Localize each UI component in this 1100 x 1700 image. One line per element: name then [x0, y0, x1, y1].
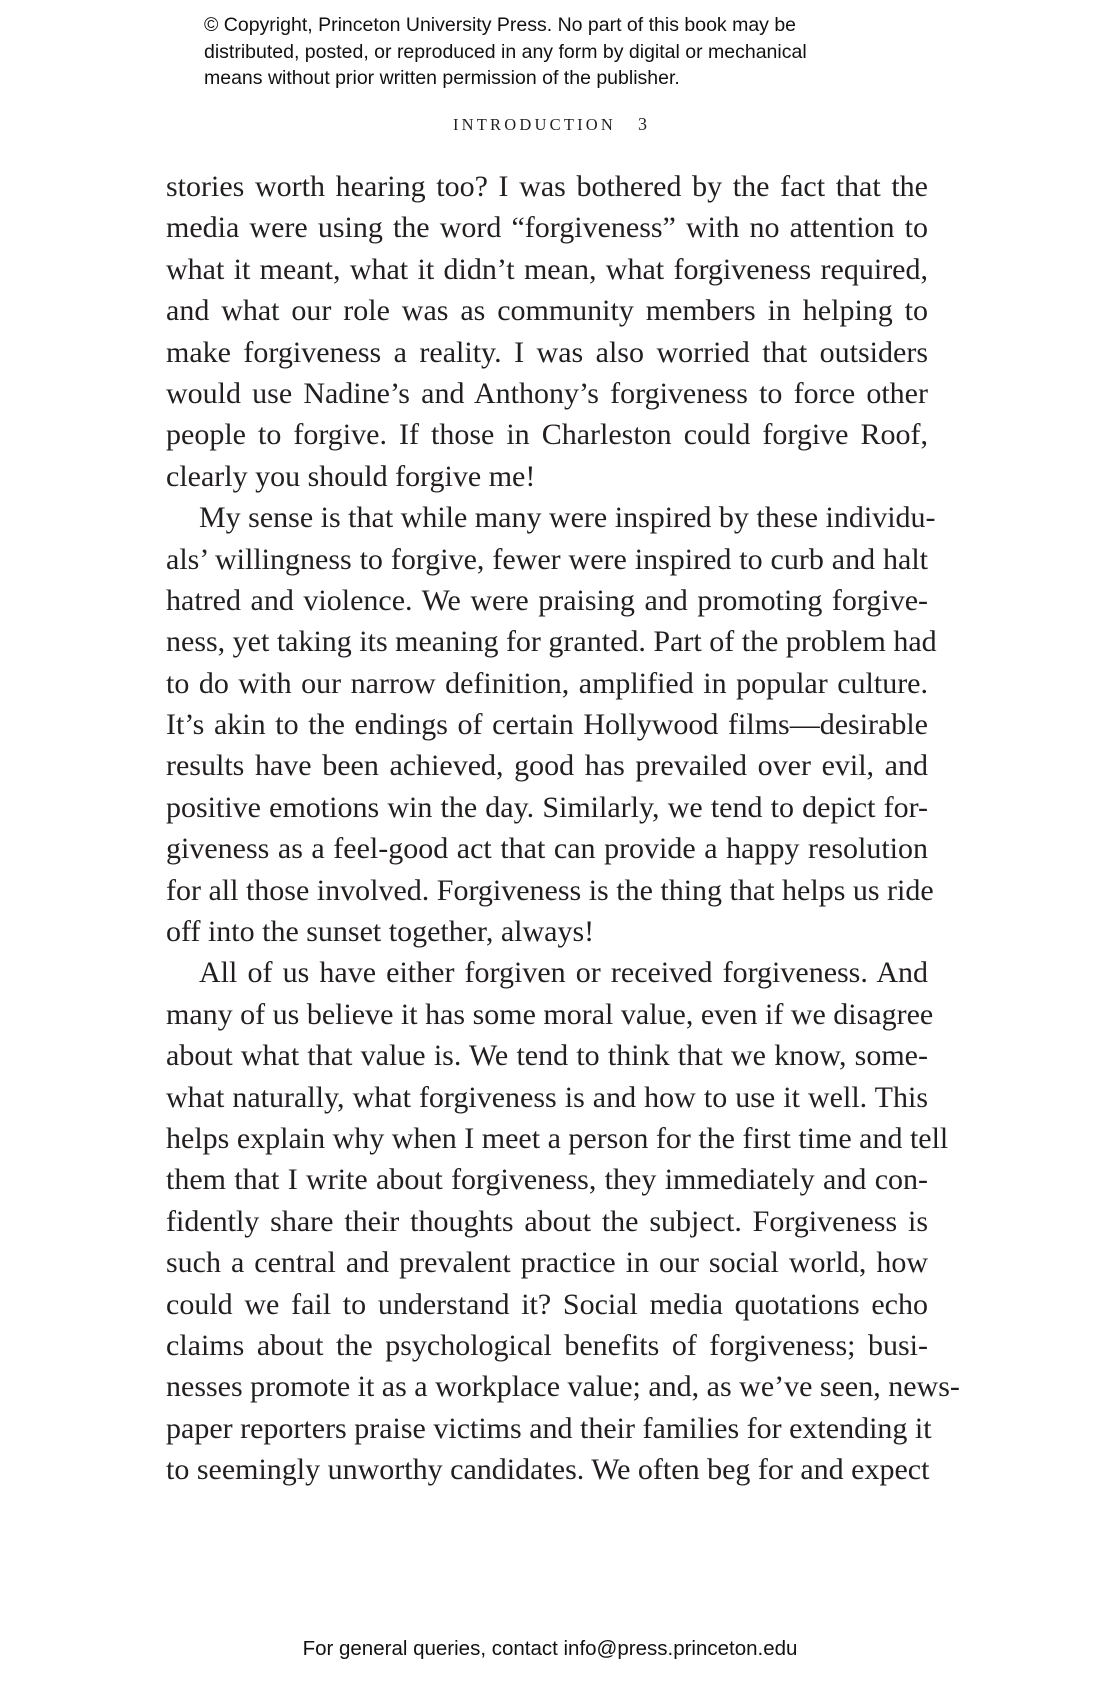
text-line: All of us have either forgiven or received forgiveness. And — [199, 956, 928, 990]
footer-contact: For general queries, contact info@press.princeton.edu — [302, 1637, 798, 1660]
copyright-line: means without prior written permission of the publisher. — [204, 67, 680, 89]
text-line: My sense is that while many were inspired by these individu- — [199, 501, 936, 535]
text-line: many of us believe it has some moral value, even if we disagree — [166, 997, 934, 1031]
text-line: would use Nadine’s and Anthony’s forgiveness to force other — [166, 376, 928, 410]
text-line: make forgiveness a reality. I was also worried that outsiders — [166, 335, 928, 369]
paragraph — [166, 166, 928, 497]
text-line: positive emotions win the day. Similarly, we tend to depict for- — [166, 790, 928, 824]
text-line: off into the sunset together, always! — [166, 915, 595, 949]
text-line: nesses promote it as a workplace value; and, as we’ve seen, news- — [166, 1370, 960, 1404]
text-line: them that I write about forgiveness, they immediately and con- — [166, 1163, 928, 1197]
text-line: als’ willingness to forgive, fewer were inspired to curb and halt — [166, 542, 928, 576]
text-line: giveness as a feel-good act that can provide a happy resolution — [166, 832, 928, 866]
paragraph — [166, 952, 960, 1490]
copyright-line: distributed, posted, or reproduced in any form by digital or mechanical — [204, 40, 807, 63]
text-line: media were using the word “forgiveness” with no attention to — [166, 211, 928, 245]
text-line: stories worth hearing too? I was bothered by the fact that the — [166, 170, 928, 203]
page-number: 3 — [638, 114, 648, 134]
text-line: claims about the psychological benefits of forgiveness; busi- — [166, 1328, 928, 1362]
copyright-line: © Copyright, Princeton University Press. No part of this book may be — [204, 14, 797, 36]
text-line: could we fail to understand it? Social media quotations echo — [166, 1287, 928, 1321]
text-line: what naturally, what forgiveness is and how to use it well. This — [166, 1080, 928, 1114]
text-line: paper reporters praise victims and their families for extending it — [166, 1411, 932, 1445]
text-line: It’s akin to the endings of certain Hollywood films—desirable — [166, 708, 928, 742]
running-head-title: INTRODUCTION — [452, 115, 617, 134]
text-line: to do with our narrow definition, amplified in popular culture. — [166, 666, 928, 700]
text-line: about what that value is. We tend to think that we know, some- — [166, 1039, 928, 1073]
text-line: ness, yet taking its meaning for granted. Part of the problem had — [166, 625, 937, 659]
text-line: and what our role was as community members in helping to — [166, 294, 928, 328]
text-line: for all those involved. Forgiveness is the thing that helps us ride — [166, 873, 934, 907]
copyright-notice — [204, 12, 964, 92]
text-line: fidently share their thoughts about the subject. Forgiveness is — [166, 1204, 928, 1238]
running-head — [0, 114, 1100, 135]
body-text — [166, 166, 960, 1491]
text-line: results have been achieved, good has prevailed over evil, and — [166, 749, 928, 783]
text-line: helps explain why when I meet a person for the first time and tell — [166, 1121, 949, 1155]
text-line: what it meant, what it didn’t mean, what forgiveness required, — [166, 252, 928, 286]
text-line: hatred and violence. We were praising and promoting forgive- — [166, 583, 928, 617]
paragraph — [166, 497, 937, 952]
text-line: people to forgive. If those in Charleston could forgive Roof, — [166, 418, 928, 452]
text-line: such a central and prevalent practice in our social world, how — [166, 1246, 928, 1280]
text-line: to seemingly unworthy candidates. We often beg for and expect — [166, 1453, 930, 1487]
text-line: clearly you should forgive me! — [166, 459, 536, 493]
